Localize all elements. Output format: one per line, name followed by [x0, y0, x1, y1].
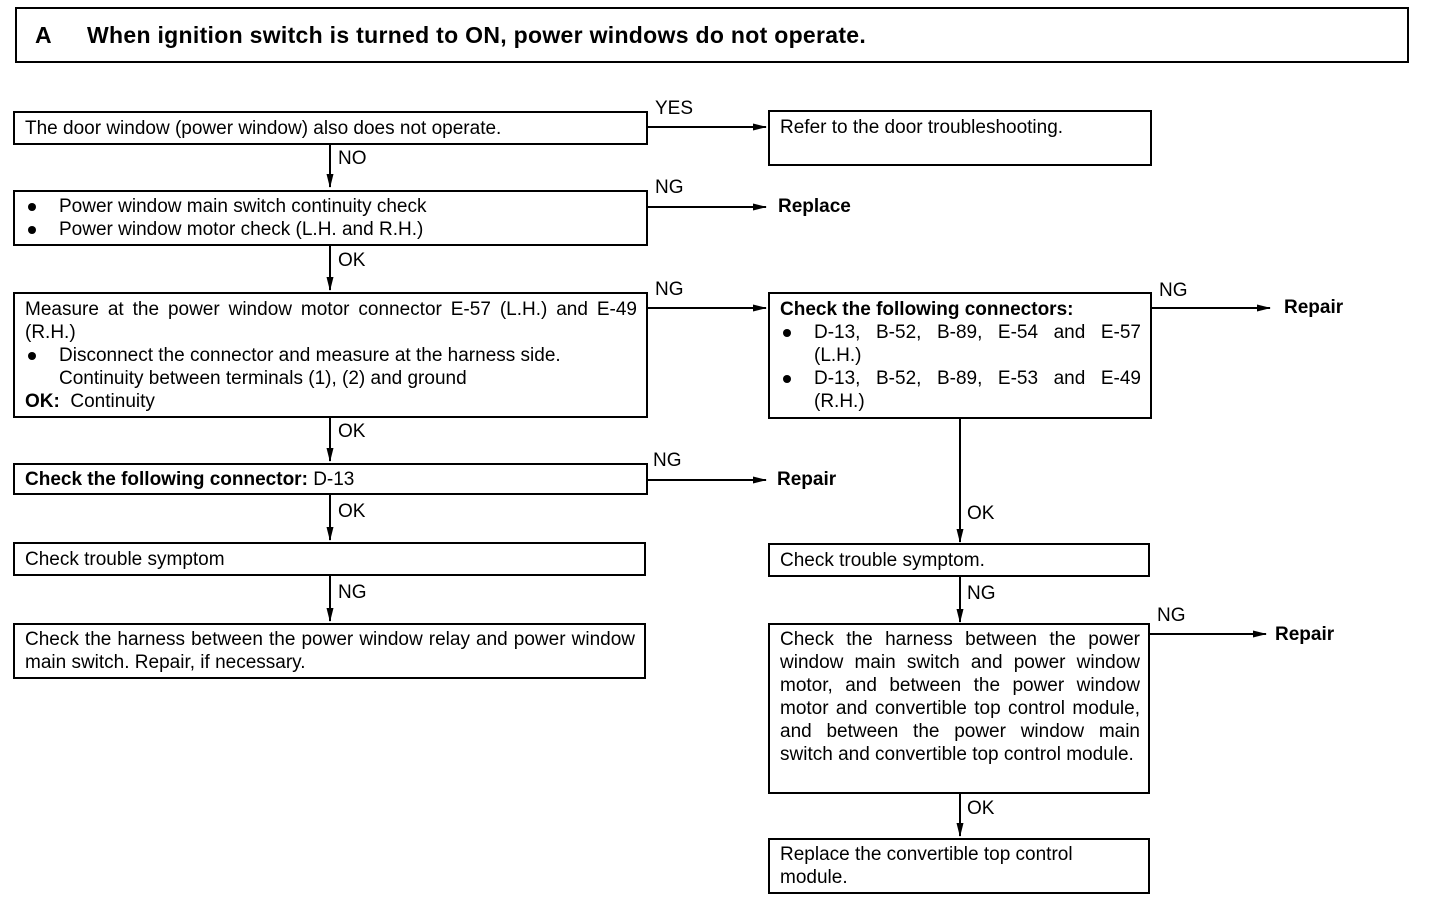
label-ng-d13: NG: [653, 450, 682, 471]
replace-module-text: Replace the convertible top control module.: [780, 844, 1073, 888]
box-measure: [13, 292, 648, 418]
box-harness-right: [768, 623, 1150, 794]
switch-check-item: Power window main switch continuity check: [25, 195, 637, 218]
measure-bullet-continued: Continuity between terminals (1), (2) and ground: [59, 368, 467, 389]
title-text: When ignition switch is turned to ON, power windows do not operate.: [87, 22, 867, 48]
label-yes: YES: [655, 98, 694, 119]
title-letter: A: [35, 22, 52, 48]
label-ng-switch: NG: [655, 177, 684, 198]
box-door-window: [13, 111, 648, 145]
box-replace-module: [768, 838, 1150, 894]
label-ok-harness: OK: [967, 798, 995, 819]
outcome-repair-connectors: Repair: [1284, 297, 1344, 318]
outcome-repair-d13: Repair: [777, 469, 837, 490]
label-ng-connectors: NG: [1159, 280, 1188, 301]
door-window-text: The door window (power window) also does not operate.: [25, 118, 502, 139]
label-ng-measure: NG: [655, 279, 684, 300]
label-ng-symptom-right: NG: [967, 583, 996, 604]
box-harness-left: [13, 623, 646, 679]
symptom-left-text: Check trouble symptom: [25, 549, 225, 570]
box-switch-checks: [13, 190, 648, 246]
harness-left-text: Check the harness between the power window relay and power window main switch. Repair, if necessary.: [25, 629, 635, 673]
check-d13-heading: Check the following connector:: [25, 469, 308, 490]
motor-check-item: Power window motor check (L.H. and R.H.): [25, 218, 637, 241]
measure-ok-value: Continuity: [70, 391, 155, 412]
label-ok-connectors: OK: [967, 503, 995, 524]
box-refer-door: [768, 110, 1152, 166]
label-ng-symptom-left: NG: [338, 582, 367, 603]
outcome-repair-harness: Repair: [1275, 624, 1335, 645]
measure-bullet: Disconnect the connector and measure at the harness side.: [25, 344, 637, 367]
box-symptom-left: [13, 542, 646, 576]
title-box: [15, 7, 1409, 63]
measure-instruction: Measure at the power window motor connector E-57 (L.H.) and E-49 (R.H.): [25, 299, 637, 343]
outcome-replace: Replace: [778, 196, 851, 217]
measure-ok-line: [25, 390, 637, 413]
check-connectors-heading: Check the following connectors:: [780, 299, 1074, 320]
harness-right-text: Check the harness between the power window main switch and power window motor, and between the power window motor and convertible top control module, and between the power window main switch and convertible top control module.: [780, 629, 1140, 765]
check-d13-value: D-13: [313, 469, 355, 490]
connectors-rh-item: D-13, B-52, B-89, E-53 and E-49 (R.H.): [780, 367, 1141, 413]
refer-door-text: Refer to the door troubleshooting.: [780, 117, 1064, 138]
box-check-d13: [13, 463, 648, 495]
label-ok-switch: OK: [338, 250, 366, 271]
symptom-right-text: Check trouble symptom.: [780, 550, 985, 571]
label-ok-d13: OK: [338, 501, 366, 522]
connectors-lh-item: D-13, B-52, B-89, E-54 and E-57 (L.H.): [780, 321, 1141, 367]
measure-ok-label: OK:: [25, 391, 60, 412]
box-symptom-right: [768, 543, 1150, 577]
label-ng-harness: NG: [1157, 605, 1186, 626]
label-ok-measure: OK: [338, 421, 366, 442]
box-check-connectors: [768, 292, 1152, 419]
label-no: NO: [338, 148, 367, 169]
